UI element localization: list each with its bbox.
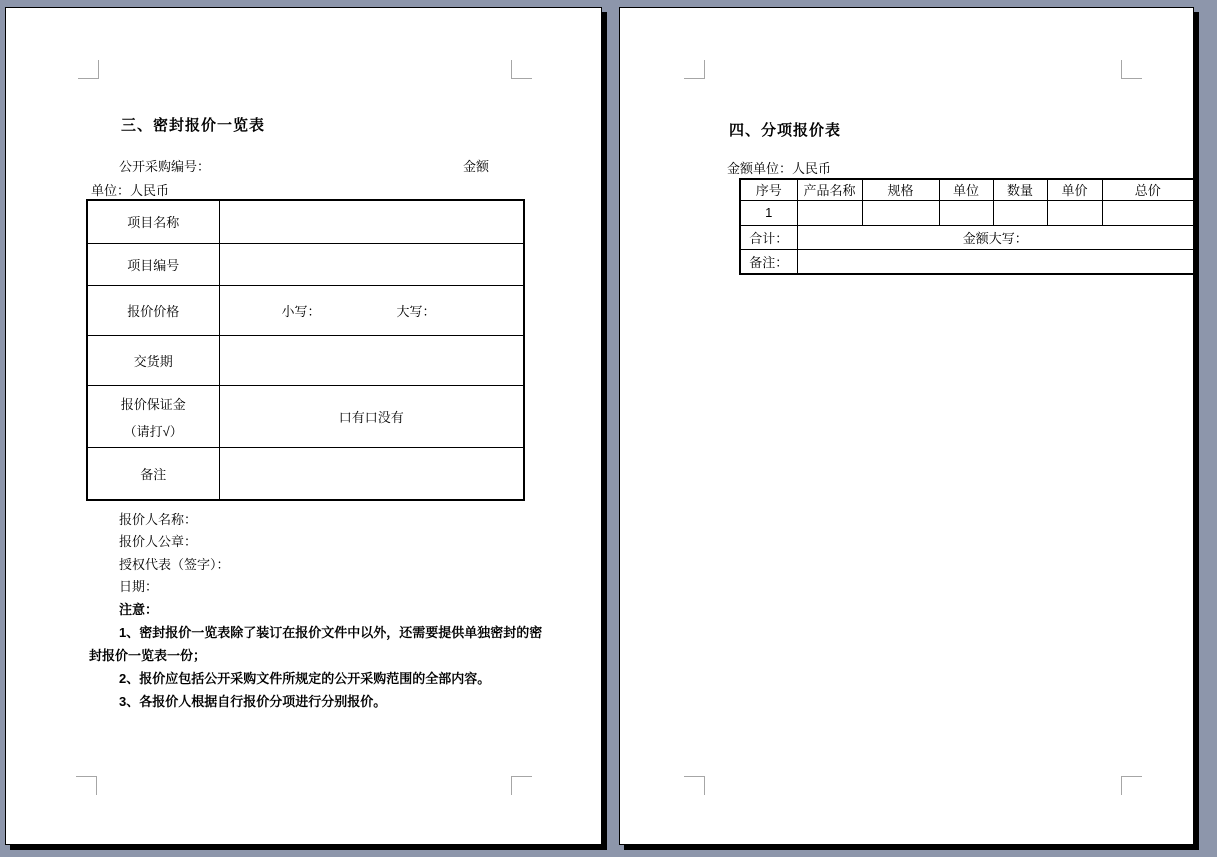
spec-cell xyxy=(862,200,939,225)
serial-no-cell: 1 xyxy=(740,200,797,225)
header-spec: 规格 xyxy=(862,179,939,200)
page2-title: 四、分项报价表 xyxy=(729,122,842,139)
crop-mark-bottom-left-icon xyxy=(76,776,97,795)
table-row xyxy=(87,243,524,285)
unit-cell xyxy=(939,200,993,225)
bid-deposit-label: 报价保证金 xyxy=(120,396,186,412)
notice-item-1-line-1: 1、密封报价一览表除了装订在报价文件中以外，还需要提供单独密封的密 xyxy=(119,625,543,640)
table-row xyxy=(87,335,524,385)
notice-item-1-line-2: 封报价一览表一份； xyxy=(89,648,207,663)
table-row xyxy=(87,285,524,335)
table-total-row xyxy=(740,225,1194,249)
row-label-bid-deposit xyxy=(87,385,219,447)
row-label-delivery-date: 交货期 xyxy=(87,335,219,385)
procurement-number-label: 公开采购编号： xyxy=(119,159,211,174)
product-name-cell xyxy=(797,200,862,225)
currency-unit-label: 单位：人民币 xyxy=(91,183,170,198)
remarks-cell xyxy=(219,447,524,500)
header-product-name: 产品名称 xyxy=(797,179,862,200)
date-label: 日期： xyxy=(119,579,159,594)
crop-mark-top-left-icon xyxy=(78,60,99,79)
remark-value-cell xyxy=(797,249,1194,274)
crop-mark-bottom-right-icon xyxy=(1121,776,1142,795)
notice-item-3: 3、各报价人根据自行报价分项进行分别报价。 xyxy=(119,694,387,709)
bid-deposit-tick-hint: （请打√） xyxy=(123,423,183,439)
price-words-label: 大写： xyxy=(396,303,436,319)
bidder-seal-label: 报价人公章： xyxy=(119,534,198,549)
header-unit-price: 单价 xyxy=(1047,179,1102,200)
crop-mark-top-right-icon xyxy=(511,60,532,79)
crop-mark-top-right-icon xyxy=(1121,60,1142,79)
notice-heading: 注意： xyxy=(119,602,159,617)
crop-mark-bottom-left-icon xyxy=(684,776,705,795)
page1-title: 三、密封报价一览表 xyxy=(121,117,266,134)
project-number-cell xyxy=(219,243,524,285)
authorized-rep-label: 授权代表（签字）： xyxy=(119,557,230,572)
unit-price-cell xyxy=(1047,200,1102,225)
sealed-quotation-table xyxy=(86,199,525,501)
delivery-date-cell xyxy=(219,335,524,385)
amount-unit-label: 金额单位：人民币 xyxy=(727,161,832,176)
row-label-project-name: 项目名称 xyxy=(87,200,219,243)
page-2 xyxy=(619,7,1194,845)
project-name-cell xyxy=(219,200,524,243)
page-1 xyxy=(5,7,602,845)
amount-in-words-cell: 金额大写： xyxy=(797,225,1194,249)
row-label-project-number: 项目编号 xyxy=(87,243,219,285)
table-row xyxy=(87,447,524,500)
table-row xyxy=(87,385,524,447)
row-label-remarks: 备注 xyxy=(87,447,219,500)
remark-label-cell: 备注： xyxy=(740,249,797,274)
table-row xyxy=(740,200,1194,225)
header-serial-no: 序号 xyxy=(740,179,797,200)
bidder-name-label: 报价人名称： xyxy=(119,512,198,527)
table-header-row xyxy=(740,179,1194,200)
quantity-cell xyxy=(993,200,1047,225)
row-label-quotation-price: 报价价格 xyxy=(87,285,219,335)
crop-mark-top-left-icon xyxy=(684,60,705,79)
quotation-price-cell xyxy=(219,285,524,335)
header-unit: 单位 xyxy=(939,179,993,200)
header-quantity: 数量 xyxy=(993,179,1047,200)
bid-deposit-options-cell: 口有口没有 xyxy=(219,385,524,447)
amount-label-fragment: 金额 xyxy=(463,159,490,174)
price-numerals-label: 小写： xyxy=(281,303,321,319)
itemized-quotation-table xyxy=(739,178,1195,275)
header-total-price: 总价 xyxy=(1102,179,1194,200)
total-label-cell: 合计： xyxy=(740,225,797,249)
total-price-cell xyxy=(1102,200,1194,225)
table-remark-row xyxy=(740,249,1194,274)
crop-mark-bottom-right-icon xyxy=(511,776,532,795)
notice-item-2: 2、报价应包括公开采购文件所规定的公开采购范围的全部内容。 xyxy=(119,671,491,686)
table-row xyxy=(87,200,524,243)
